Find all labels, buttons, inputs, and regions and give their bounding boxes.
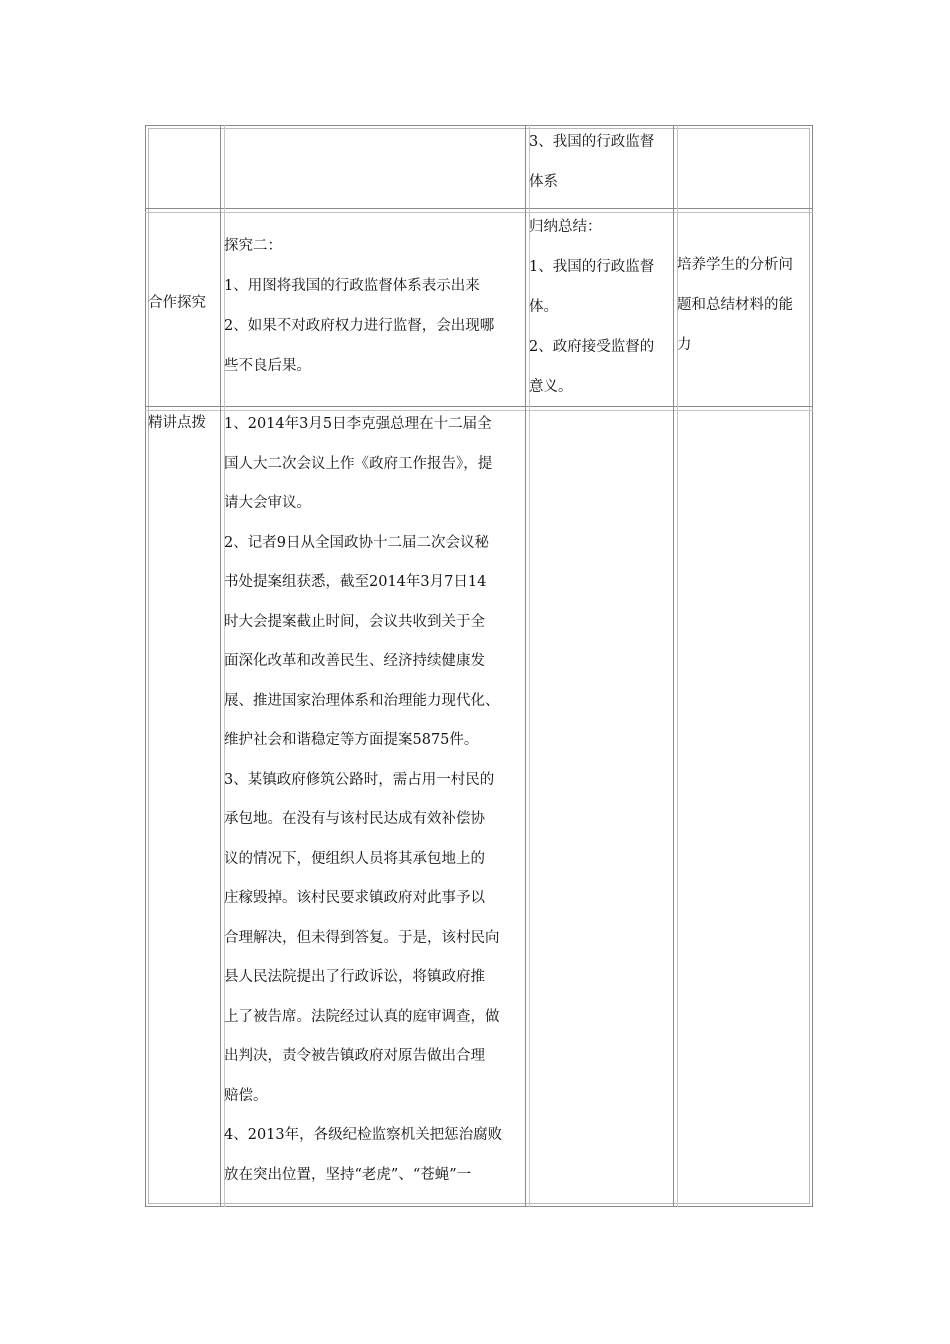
section-label-text: 精讲点拨 [148, 415, 206, 431]
row2-section-label [148, 283, 223, 323]
material-line: 4、2013年，各级纪检监察机关把惩治腐败 [224, 1127, 503, 1143]
material-line: 1、2014年3月5日李克强总理在十二届全 [224, 416, 492, 432]
summary-line: 归纳总结： [529, 219, 602, 235]
material-line: 时大会提案截止时间，会议共收到关于全 [224, 613, 485, 630]
activity-line: 1、用图将我国的行政监督体系表示出来 [224, 278, 480, 294]
goal-line: 题和总结材料的能 [677, 297, 793, 313]
material-line: 县人民法院提出了行政诉讼，将镇政府推 [224, 969, 485, 985]
material-line: 议的情况下，便组织人员将其承包地上的 [224, 850, 485, 867]
row3-section-label [148, 403, 223, 443]
material-line: 2、记者9日从全国政协十二届二次会议秘 [224, 534, 489, 551]
row-separator [145, 212, 813, 213]
row-separator [145, 208, 813, 209]
material-line: 承包地。在没有与该村民达成有效补偿协 [224, 811, 485, 827]
material-line: 国人大二次会议上作《政府工作报告》，提 [224, 455, 493, 472]
material-line: 3、某镇政府修筑公路时，需占用一村民的 [224, 771, 495, 788]
activity-line: 2、如果不对政府权力进行监督，会出现哪 [224, 318, 495, 334]
material-line: 展、推进国家治理体系和治理能力现代化、 [224, 692, 500, 709]
row2-goal-cell [677, 245, 813, 365]
material-line: 放在突出位置，坚持“老虎”、“苍蝇”一 [224, 1166, 472, 1183]
summary-line: 体。 [529, 299, 558, 315]
summary-line: 2、政府接受监督的 [529, 339, 655, 355]
material-line: 赔偿。 [224, 1087, 268, 1104]
lesson-plan-table [145, 125, 813, 1207]
summary-line: 意义。 [529, 379, 573, 395]
activity-line: 探究二： [224, 238, 282, 254]
material-line: 面深化改革和改善民生、经济持续健康发 [224, 653, 485, 669]
material-line: 合理解决，但未得到答复。于是，该村民向 [224, 929, 500, 946]
row2-activity-cell [224, 226, 524, 386]
material-line: 书处提案组获悉，截至2014年3月7日14 [224, 574, 487, 590]
material-line: 出判决，责令被告镇政府对原告做出合理 [224, 1048, 485, 1064]
row1-summary-line: 体系 [529, 174, 558, 190]
goal-line: 力 [677, 337, 692, 353]
row2-summary-cell [529, 207, 675, 407]
summary-line: 1、我国的行政监督 [529, 259, 655, 275]
section-label-text: 合作探究 [148, 295, 206, 311]
row3-material-cell [224, 405, 526, 1195]
row1-summary-line: 3、我国的行政监督 [529, 134, 655, 150]
material-line: 维护社会和谐稳定等方面提案5875件。 [224, 732, 479, 748]
activity-line: 些不良后果。 [224, 358, 311, 374]
row1-summary-cell [529, 122, 675, 202]
material-line: 庄稼毁掉。该村民要求镇政府对此事予以 [224, 890, 485, 906]
material-line: 上了被告席。法院经过认真的庭审调查，做 [224, 1008, 500, 1025]
material-line: 请大会审议。 [224, 495, 311, 511]
goal-line: 培养学生的分析问 [677, 257, 793, 273]
